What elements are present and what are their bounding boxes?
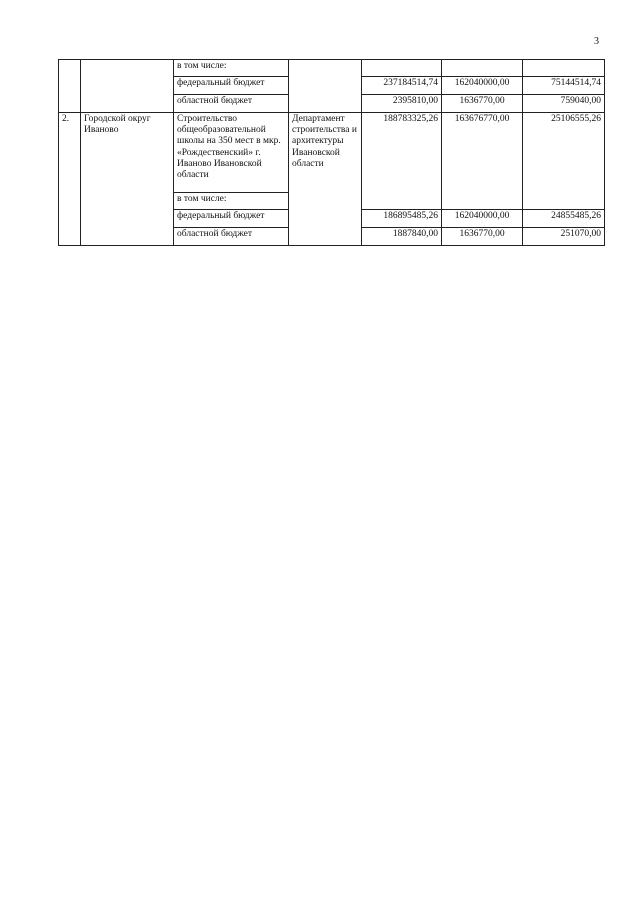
customer-cell bbox=[289, 60, 362, 113]
federal-cell bbox=[442, 60, 523, 77]
row-label: областной бюджет bbox=[174, 95, 289, 113]
row-label: федеральный бюджет bbox=[174, 210, 289, 228]
regional-cell bbox=[523, 60, 605, 77]
regional-cell: 75144514,74 bbox=[523, 77, 605, 95]
federal-cell: 1636770,00 bbox=[442, 228, 523, 246]
total-cell: 237184514,74 bbox=[362, 77, 442, 95]
row-label: в том числе: bbox=[174, 193, 289, 210]
federal-cell: 162040000,00 bbox=[442, 77, 523, 95]
total-cell: 188783325,26 bbox=[362, 113, 442, 210]
regional-cell: 759040,00 bbox=[523, 95, 605, 113]
regional-cell: 24855485,26 bbox=[523, 210, 605, 228]
row-label: областной бюджет bbox=[174, 228, 289, 246]
row-label: в том числе: bbox=[174, 60, 289, 77]
total-cell: 1887840,00 bbox=[362, 228, 442, 246]
federal-cell: 1636770,00 bbox=[442, 95, 523, 113]
table-row bbox=[59, 60, 605, 77]
municipality-cell bbox=[81, 60, 174, 113]
total-cell bbox=[362, 60, 442, 77]
municipality-cell: Городской округ Иваново bbox=[81, 113, 174, 246]
row-label: федеральный бюджет bbox=[174, 77, 289, 95]
total-cell: 186895485,26 bbox=[362, 210, 442, 228]
regional-cell: 25106555,26 bbox=[523, 113, 605, 210]
regional-cell: 251070,00 bbox=[523, 228, 605, 246]
index-cell bbox=[59, 60, 81, 113]
customer-cell: Департамент строительства и архитектуры Ивановской области bbox=[289, 113, 362, 246]
federal-cell: 163676770,00 bbox=[442, 113, 523, 210]
index-cell: 2. bbox=[59, 113, 81, 246]
budget-table bbox=[58, 59, 605, 246]
object-cell: Строительство общеобразовательной школы на 350 мест в мкр. «Рождественский» г. Иваново Ивановской области bbox=[174, 113, 289, 193]
federal-cell: 162040000,00 bbox=[442, 210, 523, 228]
total-cell: 2395810,00 bbox=[362, 95, 442, 113]
page-number: 3 bbox=[594, 36, 599, 47]
table-row bbox=[59, 113, 605, 193]
